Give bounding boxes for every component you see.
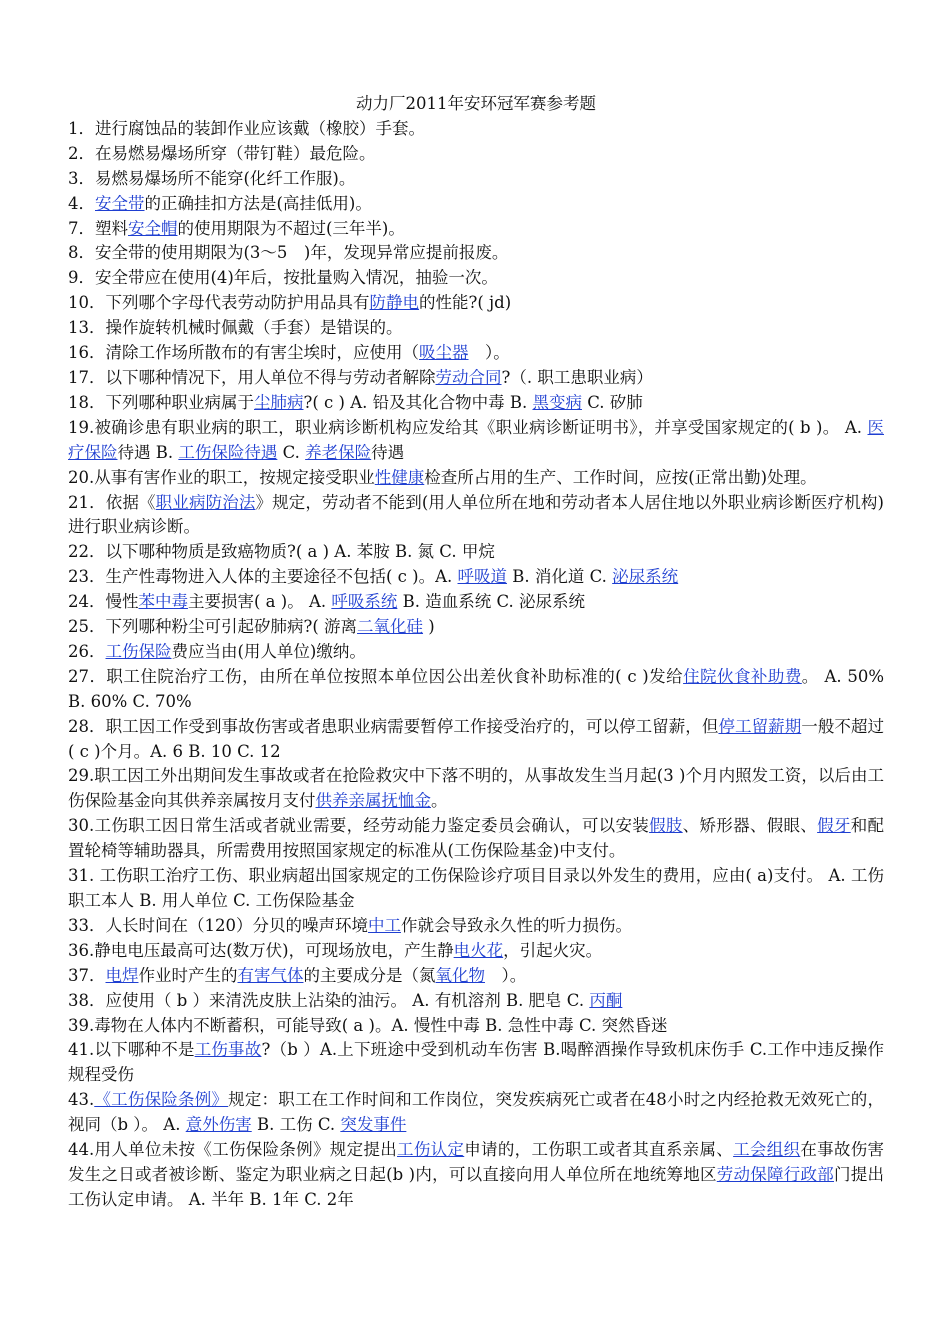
question-text: 的性能?( jd) [419,293,512,313]
hyperlink[interactable]: 假牙 [817,816,851,836]
question-text: 8．安全带的使用期限为(3～5 )年，发现异常应提前报废。 [68,243,509,263]
question-text: 2．在易燃易爆场所穿（带钉鞋）最危险。 [68,143,376,163]
question-text: 21．依据《 [68,492,156,512]
hyperlink[interactable]: 有害气体 [237,965,304,985]
hyperlink[interactable]: 工伤认定 [397,1140,465,1160]
question-text: 22．以下哪种物质是致癌物质?( a ) A. 苯胺 B. 氮 C. 甲烷 [68,542,495,562]
question-item [68,217,884,242]
question-text: C. [277,442,306,462]
hyperlink[interactable]: 工会组织 [733,1140,801,1160]
question-text: 待遇 B. [117,442,179,462]
hyperlink[interactable]: 劳动保障行政部 [716,1164,835,1184]
question-item [68,291,884,316]
question-text: 1．进行腐蚀品的装卸作业应该戴（橡胶）手套。 [68,118,425,138]
question-text: 门提出工伤认定申请。 A. 半年 B. 1年 C. 2年 [68,1164,885,1209]
hyperlink[interactable]: 安全帽 [128,218,178,238]
question-item [68,491,884,541]
question-text: 7．塑料 [68,218,128,238]
question-text: 28．职工因工作受到事故伤害或者患职业病需要暂停工作接受治疗的，可以停工留薪，但 [68,716,719,736]
hyperlink[interactable]: 突发事件 [340,1115,407,1135]
hyperlink[interactable]: 中工 [368,915,401,935]
question-text: 规定：职工在工作时间和工作岗位，突发疾病死亡或者在48小时之内经抢救无效死亡的，视同（b ）。 A. [68,1090,885,1135]
question-text: 在事故伤害发生之日或者被诊断、鉴定为职业病之日起(b )内，可以直接向用人单位所在地统筹地区 [68,1140,885,1184]
question-text: 23．生产性毒物进入人体的主要途径不包括( c )。A. [68,567,458,587]
question-item [68,665,884,715]
hyperlink[interactable]: 《工伤保险条例》 [94,1090,229,1110]
question-item [68,640,884,665]
question-item [68,1038,884,1088]
hyperlink[interactable]: 工伤保险待遇 [178,442,278,462]
hyperlink[interactable]: 供养亲属抚恤金 [315,791,431,811]
question-item [68,192,884,217]
question-text: 44.用人单位未按《工伤保险条例》规定提出 [68,1140,398,1160]
question-text: 13．操作旋转机械时佩戴（手套）是错误的。 [68,318,403,338]
question-item [68,316,884,341]
question-text: 18．下列哪种职业病属于 [68,392,254,412]
question-text: 费应当由(用人单位)缴纳。 [171,641,366,661]
document-title: 动力厂2011年安环冠军赛参考题 [356,94,596,113]
question-text: 9．安全带应在使用(4)年后，按批量购入情况，抽验一次。 [68,268,498,288]
question-text: 的正确挂扣方法是(高挂低用)。 [144,193,372,213]
hyperlink[interactable]: 医疗保险 [68,417,884,462]
question-text: 17．以下哪种情况下，用人单位不得与劳动者解除 [68,367,436,387]
question-text: 38．应使用（ b ）来清洗皮肤上沾染的油污。 A. 有机溶剂 B. 肥皂 C. [68,990,590,1010]
question-item [68,416,884,466]
question-text: 3．易燃易爆场所不能穿(化纤工作服)。 [68,168,356,188]
hyperlink[interactable]: 工伤保险 [105,641,172,661]
question-item [68,341,884,366]
hyperlink[interactable]: 吸尘器 [419,343,469,363]
hyperlink[interactable]: 工伤事故 [194,1040,262,1060]
question-text: ) [423,617,435,637]
question-text: ）。 [468,343,510,363]
question-item [68,939,884,964]
hyperlink[interactable]: 电焊 [105,965,139,985]
question-item [68,715,884,765]
question-item [68,466,884,491]
question-text: 30.工伤职工因日常生活或者就业需要，经劳动能力鉴定委员会确认，可以安装 [68,816,650,836]
question-text: 33．人长时间在（120）分贝的噪声环境 [68,915,368,935]
document-page [68,92,884,1213]
question-item [68,366,884,391]
question-text: 39.毒物在人体内不断蓄积，可能导致( a )。A. 慢性中毒 B. 急性中毒 C. 突然昏迷 [68,1015,668,1035]
question-text: 37． [68,965,106,985]
question-list [68,117,884,1213]
question-item [68,1088,884,1138]
hyperlink[interactable]: 泌尿系统 [612,567,679,587]
question-item [68,1014,884,1039]
question-text: 、矫形器、假眼、 [682,816,818,836]
question-item [68,565,884,590]
question-item [68,391,884,416]
question-item [68,590,884,615]
question-item [68,864,884,914]
question-item [68,615,884,640]
question-item [68,117,884,142]
question-text: 检查所占用的生产、工作时间，应按(正常出勤)处理。 [424,467,817,487]
question-text: 27．职工住院治疗工伤，由所在单位按照本单位因公出差伙食补助标准的( c )发给 [68,666,684,686]
question-text: 26． [68,641,106,661]
hyperlink[interactable]: 电火花 [453,940,504,960]
question-text: B. 造血系统 C. 泌尿系统 [397,592,585,612]
question-text: 主要损害( a )。 A. [188,592,332,612]
question-text: ）。 [485,965,527,985]
question-text: 41.以下哪种不是 [68,1040,195,1060]
question-text: 的主要成分是（氮 [303,965,436,985]
question-text: 10．下列哪个字母代表劳动防护用品具有 [68,293,370,313]
hyperlink[interactable]: 性健康 [374,467,425,487]
question-text: 和配置轮椅等辅助器具，所需费用按照国家规定的标准从(工伤保险基金)中支付。 [68,816,885,861]
hyperlink[interactable]: 停工留薪期 [718,716,802,736]
hyperlink[interactable]: 呼吸系统 [331,592,398,612]
question-text: 4． [68,193,95,213]
question-text: 16．清除工作场所散布的有害尘埃时，应使用（ [68,343,419,363]
question-item [68,964,884,989]
question-text: 》规定，劳动者不能到(用人单位所在地和劳动者本人居住地以外职业病诊断医疗机构)进行职业病诊断。 [68,492,884,537]
hyperlink[interactable]: 意外伤害 [185,1115,252,1135]
question-item [68,142,884,167]
question-text: 。 A. 50% B. 60% C. 70% [68,666,884,711]
question-text: 申请的，工伤职工或者其直系亲属、 [464,1140,734,1160]
question-item [68,167,884,192]
question-item [68,814,884,864]
question-text: 的使用期限为不超过(三年半)。 [177,218,405,238]
question-text: 作就会导致永久性的听力损伤。 [401,915,632,935]
question-item [68,1138,884,1213]
question-text: ，引起火灾。 [503,940,603,960]
question-item [68,989,884,1014]
hyperlink[interactable]: 黑变病 [532,392,582,412]
hyperlink[interactable]: 安全带 [95,193,145,213]
question-text: 一般不超过( c )个月。A. 6 B. 10 C. 12 [68,716,884,761]
hyperlink[interactable]: 劳动合同 [435,367,502,387]
question-text: 待遇 [371,442,405,462]
question-text: 25．下列哪种粉尘可引起矽肺病?( 游离 [68,617,358,637]
hyperlink[interactable]: 呼吸道 [457,567,508,587]
hyperlink[interactable]: 职业病防治法 [155,492,256,512]
hyperlink[interactable]: 养老保险 [305,442,372,462]
question-text: 19.被确诊患有职业病的职工，职业病诊断机构应发给其《职业病诊断证明书》，并享受国家规定的( b )。 A. [68,417,868,437]
question-item [68,914,884,939]
hyperlink[interactable]: 丙酮 [589,990,623,1010]
question-text: ?（b ）A.上下班途中受到机动车伤害 B.喝醉酒操作导致机床伤手 C.工作中违反操作规程受伤 [68,1040,884,1085]
hyperlink[interactable]: 防静电 [369,293,419,313]
question-item [68,266,884,291]
question-text: 43. [68,1090,95,1110]
question-text: 。 [431,791,448,811]
question-text: 作业时产生的 [138,965,238,985]
hyperlink[interactable]: 二氧化硅 [357,617,424,637]
hyperlink[interactable]: 氧化物 [435,965,485,985]
question-text: 36.静电电压最高可达(数万伏)，可现场放电，产生静 [68,940,454,960]
hyperlink[interactable]: 苯中毒 [138,592,188,612]
hyperlink[interactable]: 假肢 [649,816,683,836]
question-item [68,764,884,814]
question-text: ?( c ) A. 铅及其化合物中毒 B. [303,392,533,412]
question-text: 24．慢性 [68,592,139,612]
question-text: 29.职工因工外出期间发生事故或者在抢险救灾中下落不明的，从事故发生当月起(3 )个月内照发工资，以后由工伤保险基金向其供养亲属按月支付 [68,766,884,811]
question-text: B. 消化道 C. [507,567,613,587]
hyperlink[interactable]: 尘肺病 [254,392,304,412]
question-text: B. 工伤 C. [251,1115,341,1135]
question-item [68,241,884,266]
question-item [68,540,884,565]
question-text: C. 矽肺 [581,392,643,412]
hyperlink[interactable]: 住院伙食补助费 [683,666,802,686]
question-text: 31. 工伤职工治疗工伤、职业病超出国家规定的工伤保险诊疗项目目录以外发生的费用，应由( a)支付。 A. 工伤职工本人 B. 用人单位 C. 工伤保险基金 [68,866,884,910]
question-text: 20.从事有害作业的职工，按规定接受职业 [68,467,375,487]
question-text: ?（. 职工患职业病） [501,367,653,387]
